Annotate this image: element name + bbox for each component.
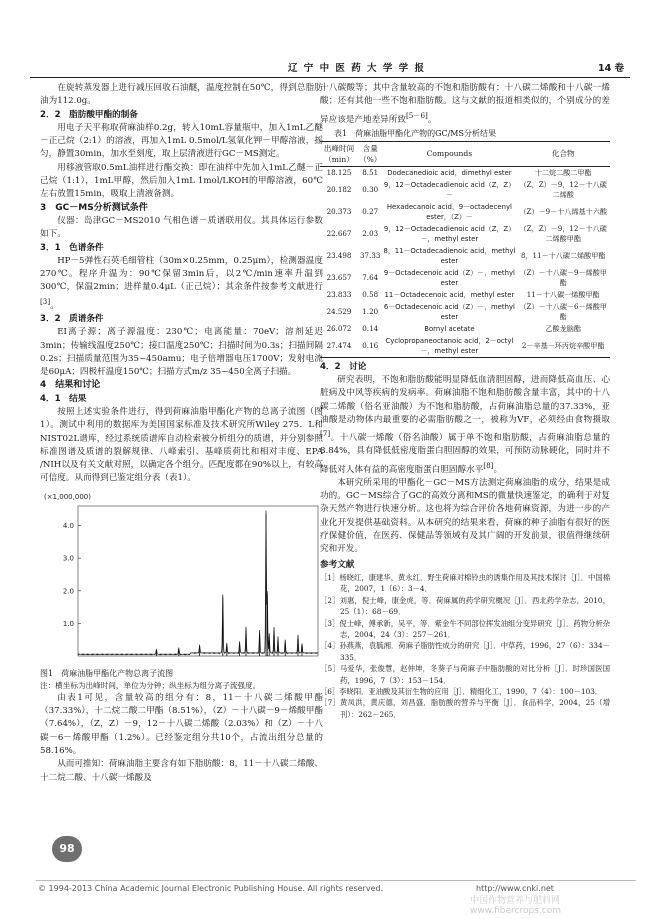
reference-item: ［3］倪士峰，傅承新，吴平，等．紫金牛不同部位挥发油组分变异研究［J］．药物分析杂志，2004，24（3）：257－261．	[320, 618, 610, 639]
table-cell: 23.657	[326, 272, 352, 282]
table-cell: Dodecanedioic acid，dimethyl ester	[387, 168, 512, 177]
plot-frame	[78, 506, 318, 656]
paragraph-text: 研究表明，不饱和脂肪酸能明显降低血清胆固醇，进而降低高血压、心脏病及中风等疾病的发病率。荷麻油脂不饱和脂肪酸含量丰富，其中的十八碳二烯酸（俗名亚油酸）为不饱和脂肪酸，占荷麻油脂总量的37.33%，亚油酸是动物体内最重要的必需脂肪酸之一，被称为VF，必须经由食物摄取	[320, 375, 610, 425]
table-row	[320, 223, 610, 245]
table-row	[320, 267, 610, 289]
table-cell: 9－Octadecenoic acid（Z）－，methyl ester	[383, 268, 515, 287]
table-cell: 9，12－Octadecadienoic acid（Z，Z）－	[383, 180, 515, 199]
journal-title: 辽 宁 中 医 药 大 学 学 报	[288, 63, 426, 74]
volume-label: 14 卷	[597, 63, 624, 74]
chromatogram-chart	[40, 488, 323, 668]
section-heading: 3．1 色谱条件	[40, 242, 104, 253]
table-cell: 20.373	[326, 206, 352, 216]
table-cell: 0.27	[362, 206, 379, 216]
section-heading: 3．2 质谱条件	[40, 313, 104, 324]
chromatogram-trace	[78, 510, 318, 654]
reference-item: ［7］黄凤洪，黄庆德，刘昌盛．脂肪酸的营养与平衡［J］．食品科学，2004，25（增刊）：262－265．	[320, 698, 610, 719]
table-row	[320, 323, 610, 335]
paragraph	[320, 82, 610, 127]
table-cell: 2－辛基－环丙烷辛酸甲酯	[516, 335, 610, 358]
table-cell: 11－Octadecenoic acid，methyl ester	[384, 290, 515, 299]
table-cell: （Z）－9－十八烯基十六酸	[519, 206, 607, 216]
table-cell: 乙酸龙脑酯	[545, 323, 581, 333]
table-cell: 23.498	[326, 250, 352, 260]
citation: [3]	[40, 296, 51, 306]
reference-item: ［2］刘惠，倪士峰，康金虎，等．荷麻属的药学研究概况［J］．西北药学杂志，2010，25（1）：68－69．	[320, 595, 610, 617]
paragraph: 用电子天平称取荷麻油样0.2g，转入10mL容量瓶中，加入1mL乙醚－正己烷（2:1）的溶液，再加入1mL 0.5mol/L氢氧化钾－甲醇溶液，摇匀，静置30min，加水至刻度，取上层清液进行GC－MS测定。	[40, 122, 323, 160]
figure-note: 注：横坐标为出峰时间，单位为分钟；纵坐标为组分离子流强度。	[40, 680, 261, 690]
table-cell: 23.833	[326, 289, 352, 299]
y-tick-label: 1.0	[62, 619, 74, 628]
chromatogram-figure	[40, 488, 323, 668]
gcms-results-table	[320, 141, 610, 358]
citation: [5－6]	[405, 110, 428, 120]
column-header: Compounds	[382, 141, 516, 166]
column-header: 化合物	[516, 141, 610, 166]
table-cell: 11－十八碳一烯酸甲酯	[526, 289, 600, 299]
table-cell: （Z，Z）－9，12－十八碳二烯酸	[519, 179, 607, 199]
y-axis-label: (×1,000,000)	[44, 492, 91, 501]
column-header: 含量（%）	[358, 141, 382, 166]
reference-item: ［5］马爱华，张俊慧，赵仲坤．冬葵子与荷麻子中脂肪酸的对比分析［J］．时珍国医国药，1996，7（3）：153－154．	[320, 664, 610, 685]
references-heading: 参考文献	[320, 559, 355, 570]
table-cell: 18.125	[326, 167, 352, 177]
paragraph-text: 十八碳酸等；其中含量较高的不饱和脂肪酸有：十八碳二烯酸和十八碳一烯酸；还有其他一些不饱和脂肪酸。这与文献的报道相类似的，个别成分的差异应该是产地差异所致	[320, 83, 610, 125]
paragraph: 在旋转蒸发器上进行减压回收石油醚，温度控制在50℃，得到总脂肪油为112.0g。	[40, 83, 323, 107]
table-cell: 26.072	[326, 323, 352, 333]
paragraph: 按照上述实验条件进行，得到荷麻油脂甲酯化产物的总离子流图（图1）。测试中利用的数据库为美国国家标准及技术研究所Wiley 275．L和NIST02L谱库，经过系统质谱库自动检索被分析组分的质谱，并分别参照标准图谱及质谱的裂解规律、八峰索引、基峰质荷比和相对丰度、EPA /NIH以及有关文献对照，以确定各个组分。匹配度都在90%以上，有较高可信度。从而得到已鉴定组分表（表1）。	[40, 406, 323, 484]
citation: [7]	[320, 429, 331, 439]
paragraph-text: 。	[427, 114, 437, 125]
table-body	[320, 166, 610, 357]
watermark: 中国作物营养与肥料网 www.fibercrops.com	[470, 896, 561, 916]
reference-item: ［4］孙燕燕，袁毓湘．荷麻子脂肪性成分的研究［J］．中草药，1996，27（6）：334－335．	[320, 641, 610, 662]
paragraph-text: 。	[493, 464, 503, 475]
reference-item: ［1］杨晓红，康建华，黄永红．野生荷麻对棉铃虫的诱集作用及其技术探讨［J］．中国棉花，2007，1（6）：3－4．	[320, 572, 610, 594]
table-cell: 7.64	[362, 272, 379, 282]
table-cell: 8.51	[362, 167, 379, 177]
y-tick-label: 3.0	[62, 554, 74, 563]
table-cell: 1.20	[362, 306, 379, 316]
table-cell: Bornyl acetate	[424, 324, 475, 333]
table-cell: 9，12－Octadecadienoic acid（Z，Z）－，methyl ester	[383, 224, 515, 243]
table-caption: 表1 荷麻油脂甲酯化产物的GC/MS分析结果	[334, 128, 496, 138]
reference-item: ［6］李晓阳．亚油酸及其衍生物的应用［J］．精细化工，1990，7（4）：100－103．	[320, 686, 603, 696]
table-cell: 十二烷二酸二甲酯	[534, 167, 592, 177]
left-column	[40, 82, 323, 785]
table-row	[320, 201, 610, 223]
table-cell: Cyclopropaneoctanoic acid，2－octyl－，methyl ester	[382, 335, 516, 358]
table-cell: （Z，Z）－9，12－十八碳二烯酸甲酯	[519, 223, 607, 243]
table-row	[320, 179, 610, 201]
table-row	[320, 301, 610, 323]
table-cell: 0.16	[358, 335, 382, 358]
paragraph: 用移液管取0.5mL油样进行酯交换：即在油样中先加入1mL乙醚－正己烷（1:1），1mL甲醇，然后加入1mL 1mol/LKOH的甲醇溶液，60℃左右放置15min，吸取上清液备测。	[40, 162, 323, 200]
figure-caption: 图1 荷麻油脂甲酯化产物总离子流图	[40, 668, 174, 678]
table-cell: 20.182	[326, 184, 352, 194]
table-cell: 24.529	[326, 306, 352, 316]
table-cell: 37.33	[360, 250, 381, 260]
paragraph: EI离子源；离子源温度：230℃；电离能量：70eV；溶剂延迟3min；传输线温度250℃；接口温度250℃；扫描时间为0.3s；扫描间隔0.2s；扫描质量范围为35~450amu；电子倍增器电压1700V；发射电流是60μA；四极杆温度150℃；扫描方式m/z 35~450全离子扫描。	[40, 327, 323, 378]
table-row	[320, 289, 610, 301]
table-header-row	[320, 141, 610, 166]
running-header	[30, 58, 630, 78]
table-row	[320, 335, 610, 358]
table-cell: 0.58	[362, 289, 379, 299]
table-cell: 2.03	[362, 228, 379, 238]
section-heading: 2．2 脂肪酸甲酯的制备	[40, 109, 138, 120]
references-list	[320, 572, 610, 720]
section-heading: 3 GC－MS分析测试条件	[40, 202, 148, 213]
column-header: 出峰时间（min）	[320, 141, 358, 166]
footer-link[interactable]: http://www.cnki.net	[476, 884, 554, 893]
table-cell: 0.30	[362, 184, 379, 194]
right-column	[320, 82, 610, 720]
table-cell: 8，11－Octadecadienoic acid，methyl ester	[383, 246, 516, 265]
table-row	[320, 245, 610, 267]
y-tick-label: 2.0	[62, 587, 74, 596]
paragraph-text: 。	[50, 300, 59, 311]
table-cell: Hexadecanoic acid，9－octadecenyl ester，（Z）－	[386, 202, 512, 221]
paragraph: 仪器：岛津GC－MS2010 气相色谱－质谱联用仪。其具体运行参数如下。	[40, 215, 323, 240]
table-cell: （Z）－十八碳－9－烯酸甲酯	[519, 267, 607, 287]
section-heading: 4．2 讨论	[320, 361, 367, 372]
citation: [8]	[483, 460, 494, 470]
section-heading: 4．1 结果	[40, 393, 87, 404]
paragraph: 本研究所采用的甲酯化－GC－MS方法测定荷麻油脂的成分，结果是成功的。GC－MS综合了GC的高效分离和MS的微量快速鉴定，的确利于对复杂天然产物进行快速分析。这也将为综合评价各地荷麻资源，为进一步的产业化开发提供基础资料。从本研究的结果来看，荷麻的种子油脂有很好的医疗保健价值，在医药、保健品等领域有及其广阔的开发前景，很值得继续研究和开发。	[320, 477, 610, 555]
table-cell: 0.14	[362, 323, 379, 333]
paragraph: 从而可推知：荷麻油脂主要含有如下脂肪酸：8，11－十八碳二烯酸、十二烷二酸、十八碳一烯酸及	[40, 759, 323, 783]
copyright-text: © 1994-2013 China Academic Journal Electronic Publishing House. All rights reserved.	[38, 884, 384, 893]
page-number: 98	[52, 836, 82, 862]
table-cell: 22.667	[326, 228, 352, 238]
table-cell: 6－Octadecenoic acid（Z）－，methyl ester	[383, 302, 515, 321]
y-tick-label: 4.0	[62, 521, 74, 530]
table-cell: （Z）－十八碳－6－烯酸甲酯	[519, 301, 607, 321]
table-row	[320, 166, 610, 179]
table-cell: 8，11－十八碳二烯酸甲酯	[520, 250, 606, 260]
paragraph	[40, 255, 323, 313]
table-cell: 27.474	[320, 335, 358, 358]
paragraph	[320, 374, 610, 477]
copyright-footer	[36, 880, 636, 894]
paragraph-text: HP－5弹性石英毛细管柱（30m×0.25mm，0.25μm），检测器温度270℃。程序升温为：90℃保留3min后，以2℃/min速率升温到300℃，保温2min；进样量0.4μL（正己烷）；其余条件按参考文献进行	[40, 255, 323, 293]
paragraph: 由表1可见，含量较高的组分有：8，11－十八碳二烯酸甲酯（37.33%），十二烷二酸二甲酯（8.51%），（Z）－十八碳－9－烯酸甲酯（7.64%），（Z，Z）－9，12－十八碳二烯酸（2.03%）和（Z）－十八碳－6－烯酸甲酯（1.2%）。已经鉴定组分共10个，占流出组分总量的58.16%。	[40, 692, 323, 756]
section-heading: 4 结果和讨论	[40, 380, 101, 391]
paragraph-text: 。十八碳一烯酸（俗名油酸）属于单不饱和脂肪酸，占荷麻油脂总量的8.84%，具有降低低密度脂蛋白胆固醇的效果，可预防动脉硬化，同时并不降低对人体有益的高密度脂蛋白胆固醇水平	[320, 433, 610, 475]
